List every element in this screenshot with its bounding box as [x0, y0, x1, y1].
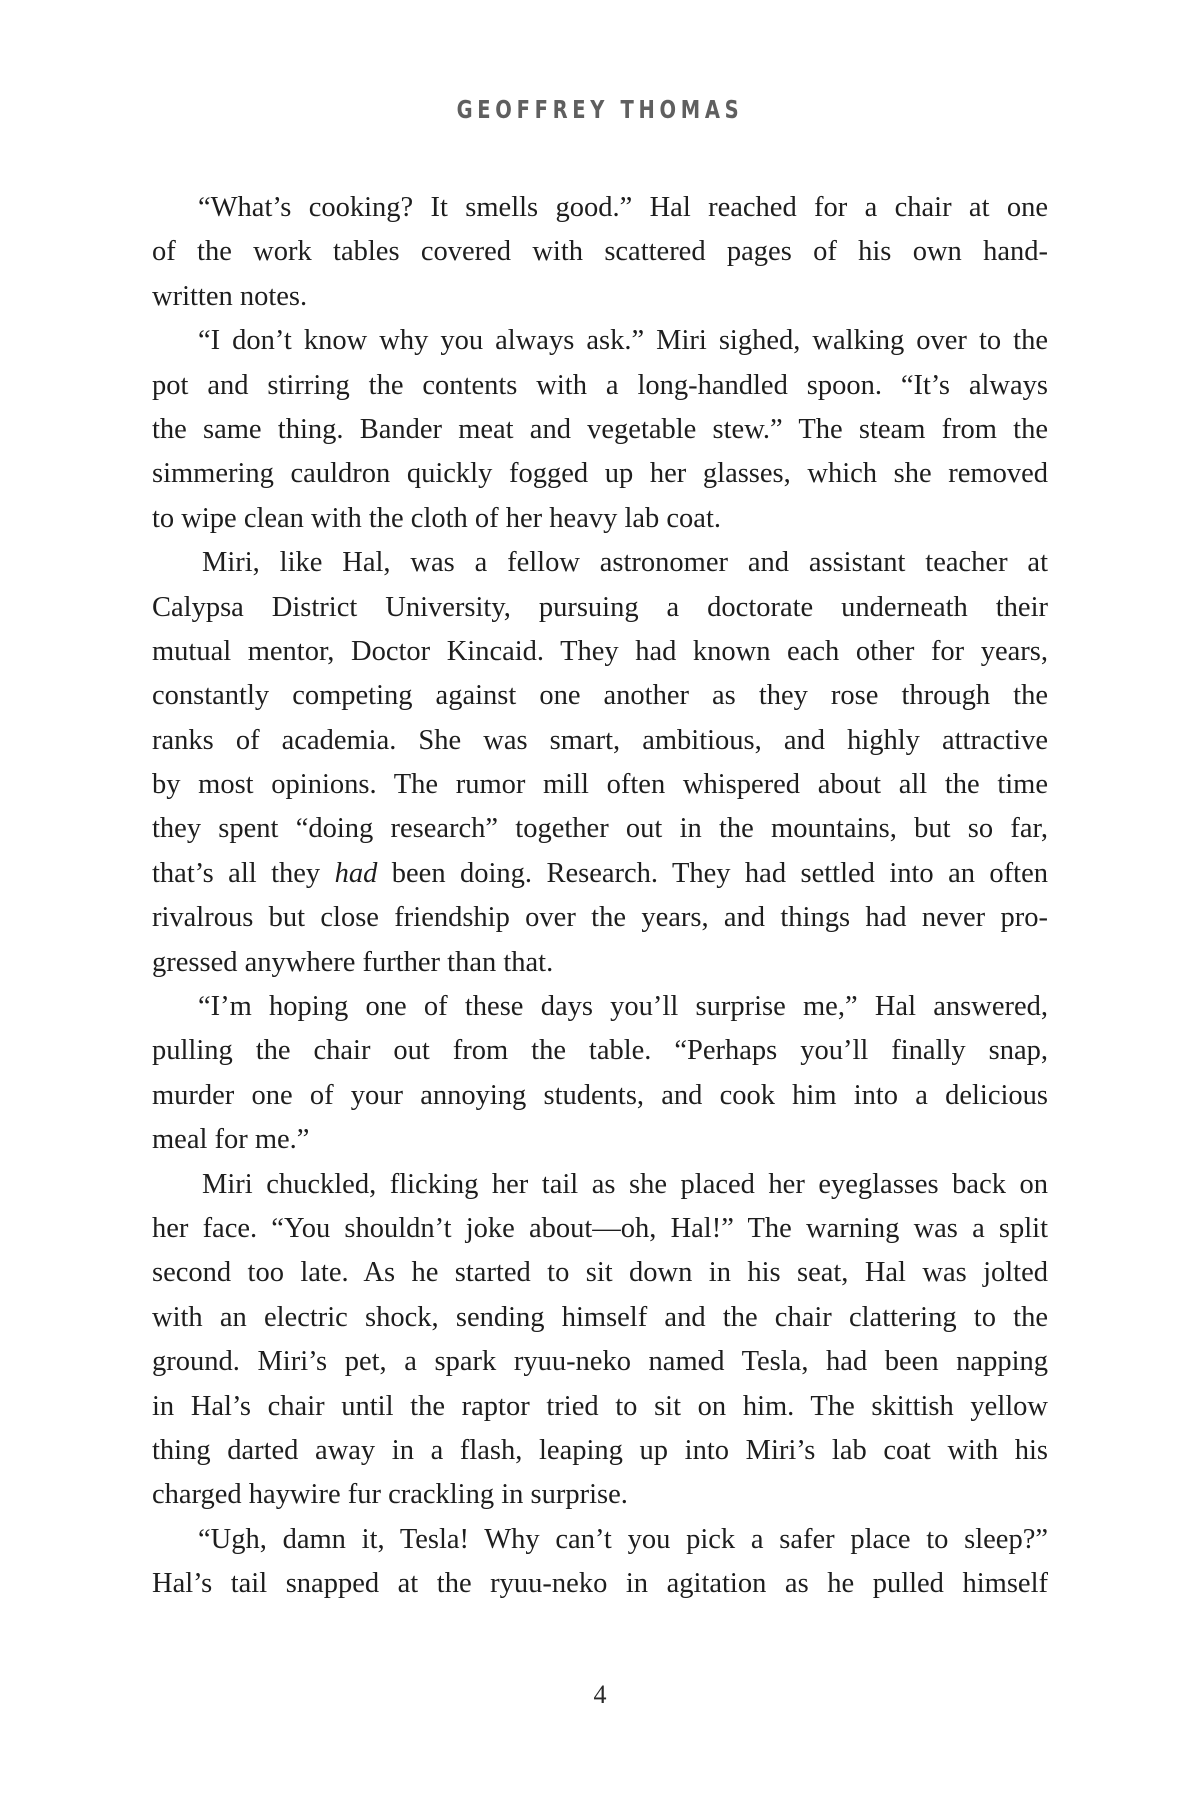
- italic-emphasis: had: [334, 857, 378, 889]
- text-line: her face. “You shouldn’t joke about—oh, Hal!” The warning was a split: [152, 1212, 1048, 1244]
- paragraph: [152, 319, 1048, 541]
- text-line: second too late. As he started to sit down in his seat, Hal was jolted: [152, 1257, 1048, 1289]
- text-line: Miri chuckled, flicking her tail as she placed her eyeglasses back on: [202, 1168, 1048, 1200]
- text-line: by most opinions. The rumor mill often whispered about all the time: [152, 769, 1048, 801]
- paragraph: [152, 541, 1048, 985]
- text-line-with-italic: [152, 852, 1048, 896]
- text-segment: been doing. Research. They had settled into an often: [377, 857, 1048, 889]
- text-line: meal for me.”: [152, 1124, 310, 1156]
- text-line: pulling the chair out from the table. “Perhaps you’ll finally snap,: [152, 1035, 1048, 1067]
- text-segment: that’s all they: [152, 857, 335, 889]
- text-line: “I don’t know why you always ask.” Miri sighed, walking over to the: [198, 325, 1048, 357]
- paragraph: [152, 985, 1048, 1163]
- text-line: they spent “doing research” together out in the mountains, but so far,: [152, 813, 1048, 845]
- text-line: pot and stirring the contents with a long-handled spoon. “It’s always: [152, 369, 1048, 401]
- body-text: [152, 186, 1048, 1607]
- text-line: Hal’s tail snapped at the ryuu-neko in agitation as he pulled himself: [152, 1568, 1048, 1600]
- text-line: “I’m hoping one of these days you’ll surprise me,” Hal answered,: [198, 991, 1048, 1023]
- text-line: gressed anywhere further than that.: [152, 946, 554, 978]
- text-line: with an electric shock, sending himself and the chair clattering to the: [152, 1301, 1048, 1333]
- text-line: thing darted away in a flash, leaping up into Miri’s lab coat with his: [152, 1434, 1048, 1466]
- text-line: murder one of your annoying students, and cook him into a delicious: [152, 1079, 1048, 1111]
- text-line: to wipe clean with the cloth of her heavy lab coat.: [152, 502, 721, 534]
- text-line: charged haywire fur crackling in surprise.: [152, 1479, 628, 1511]
- paragraph: [152, 186, 1048, 319]
- text-line: Miri, like Hal, was a fellow astronomer and assistant teacher at: [202, 547, 1048, 579]
- paragraph: [152, 1518, 1048, 1607]
- page-number: 4: [593, 1680, 607, 1709]
- text-line: the same thing. Bander meat and vegetable stew.” The steam from the: [152, 413, 1048, 445]
- text-line: ground. Miri’s pet, a spark ryuu-neko named Tesla, had been napping: [152, 1346, 1048, 1378]
- text-line: written notes.: [152, 280, 308, 312]
- paragraph: [152, 1163, 1048, 1518]
- text-line: simmering cauldron quickly fogged up her glasses, which she removed: [152, 458, 1048, 490]
- text-line: “Ugh, damn it, Tesla! Why can’t you pick a safer place to sleep?”: [198, 1523, 1048, 1555]
- text-line: “What’s cooking? It smells good.” Hal reached for a chair at one: [198, 192, 1048, 223]
- text-line: in Hal’s chair until the raptor tried to sit on him. The skittish yellow: [152, 1390, 1048, 1422]
- text-line: mutual mentor, Doctor Kincaid. They had known each other for years,: [152, 635, 1048, 667]
- running-head-author: GEOFFREY THOMAS: [456, 95, 744, 124]
- text-line: ranks of academia. She was smart, ambitious, and highly attractive: [152, 724, 1048, 756]
- text-line: rivalrous but close friendship over the years, and things had never pro-: [152, 902, 1048, 934]
- text-line: constantly competing against one another as they rose through the: [152, 680, 1048, 712]
- text-line: of the work tables covered with scattered pages of his own hand-: [152, 236, 1048, 268]
- text-line: Calypsa District University, pursuing a doctorate underneath their: [152, 591, 1048, 623]
